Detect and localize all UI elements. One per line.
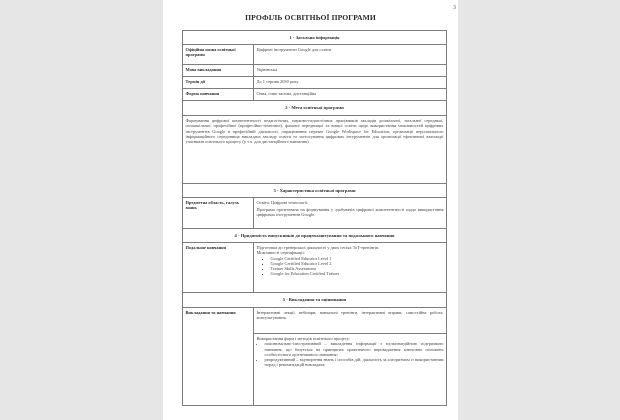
table-row [183,308,447,334]
row-label-teaching: Викладання та навчання [183,308,254,406]
method-item: • репродуктивний – відтворення знань і способів дій, діяльність за алгоритмом із використанням порад і рекомендацій викладача; [265,357,444,368]
certification-item: ▪ Google for Education Certified Trainer [271,271,444,276]
section-header-row [183,31,447,45]
table-row [183,198,447,229]
section-2-header: 2 - Мета освітньої програми [183,101,447,116]
section-5-header: 5 - Викладання та оцінювання [183,293,447,308]
table-row [183,243,447,293]
table-row [183,116,447,184]
section-header-row [183,293,447,308]
certification-item: ▪ Google Certified Educator Level 2 [271,261,444,266]
page-number: 3 [453,5,456,11]
table-row [183,77,447,89]
certification-item: ▪ Trainer Skills Assessment [271,266,444,271]
row-label-language: Мова викладання [183,65,254,77]
certification-list [257,256,444,277]
section-header-row [183,184,447,198]
row-label-subject-area: Предметна область, галузь знань [183,198,254,229]
methods-list [257,341,444,367]
row-label-further-learning: Подальше навчання [183,243,254,293]
method-item: • пояснювально-ілюстративний – викладення інформації з мультимедійною підтримкою навчання, що базується на принципах практичного впровадження ключових положень особистісного орієнтованого навчання; [265,341,444,357]
table-row [183,89,447,101]
row-value-teaching-methods [254,334,447,406]
section-4-header: 4 - Придатність випускників до працевлаштування та подальшого навчання [183,229,447,243]
further-learning-intro: Підготовка до тренерської діяльності у двох сесіях ToT-тренінгів. [256,245,380,250]
section-3-header: 3 - Характеристика освітньої програми [183,184,447,198]
program-profile-table [182,30,447,406]
row-value-further-learning [254,243,447,293]
row-value-teaching: Інтерактивні лекції, вебінари, навчальні тренінги, інтерактивні вправи, самостійна робота, консультування. [254,308,447,334]
section-header-row [183,101,447,116]
section-header-row [183,229,447,243]
row-value-study-form: Очна, очно-заочна, дистанційна [254,89,447,101]
subject-area-description: Програма орієнтована на формування у здобувачів цифрової компетентності щодо використання цифрових інструментів Google. [256,206,444,218]
table-row [183,45,447,65]
row-value-subject-area [254,198,447,229]
document-title: ПРОФІЛЬ ОСВІТНЬОЇ ПРОГРАМИ [245,13,376,22]
row-value-term: До 1 серпня 2030 року [254,77,447,89]
program-goal-text: Формування цифрової компетентності педагогічних, науково-педагогічних працівників закладів дошкільної, загальної середньої, позашкільної, професійної (професійно-технічної), фахової передвищої та вищої освіти щодо використання можливостей цифрових інструментів Google в професійній діяльності, опрацювання переваг Google Workspace for Education, організації персонального інформаційного середовища викладача закладу освіти та застосування цифрових інструментів для організації ефективної взаємодії учасників освітнього процесу (у т.ч. для дистанційного навчання). [183,116,447,184]
row-label-term: Термін дії [183,77,254,89]
certification-title: Можливості сертифікації: [256,250,305,256]
certification-item: ▪ Google Certified Educator Level 1 [271,256,444,261]
document-page [163,0,458,420]
row-value-program-name: Цифрові інструменти Google для освіти [254,45,447,65]
subject-area-line: Освіта. Цифрові технології. [256,200,309,205]
section-1-header: 1 - Загальна інформація [183,31,447,45]
row-label-study-form: Форма навчання [183,89,254,101]
table-row [183,65,447,77]
row-label-program-name: Офіційна назва освітньої програми [183,45,254,65]
row-value-language: Українська [254,65,447,77]
methods-title: Використання форм і методів освітнього процесу: [256,336,351,341]
